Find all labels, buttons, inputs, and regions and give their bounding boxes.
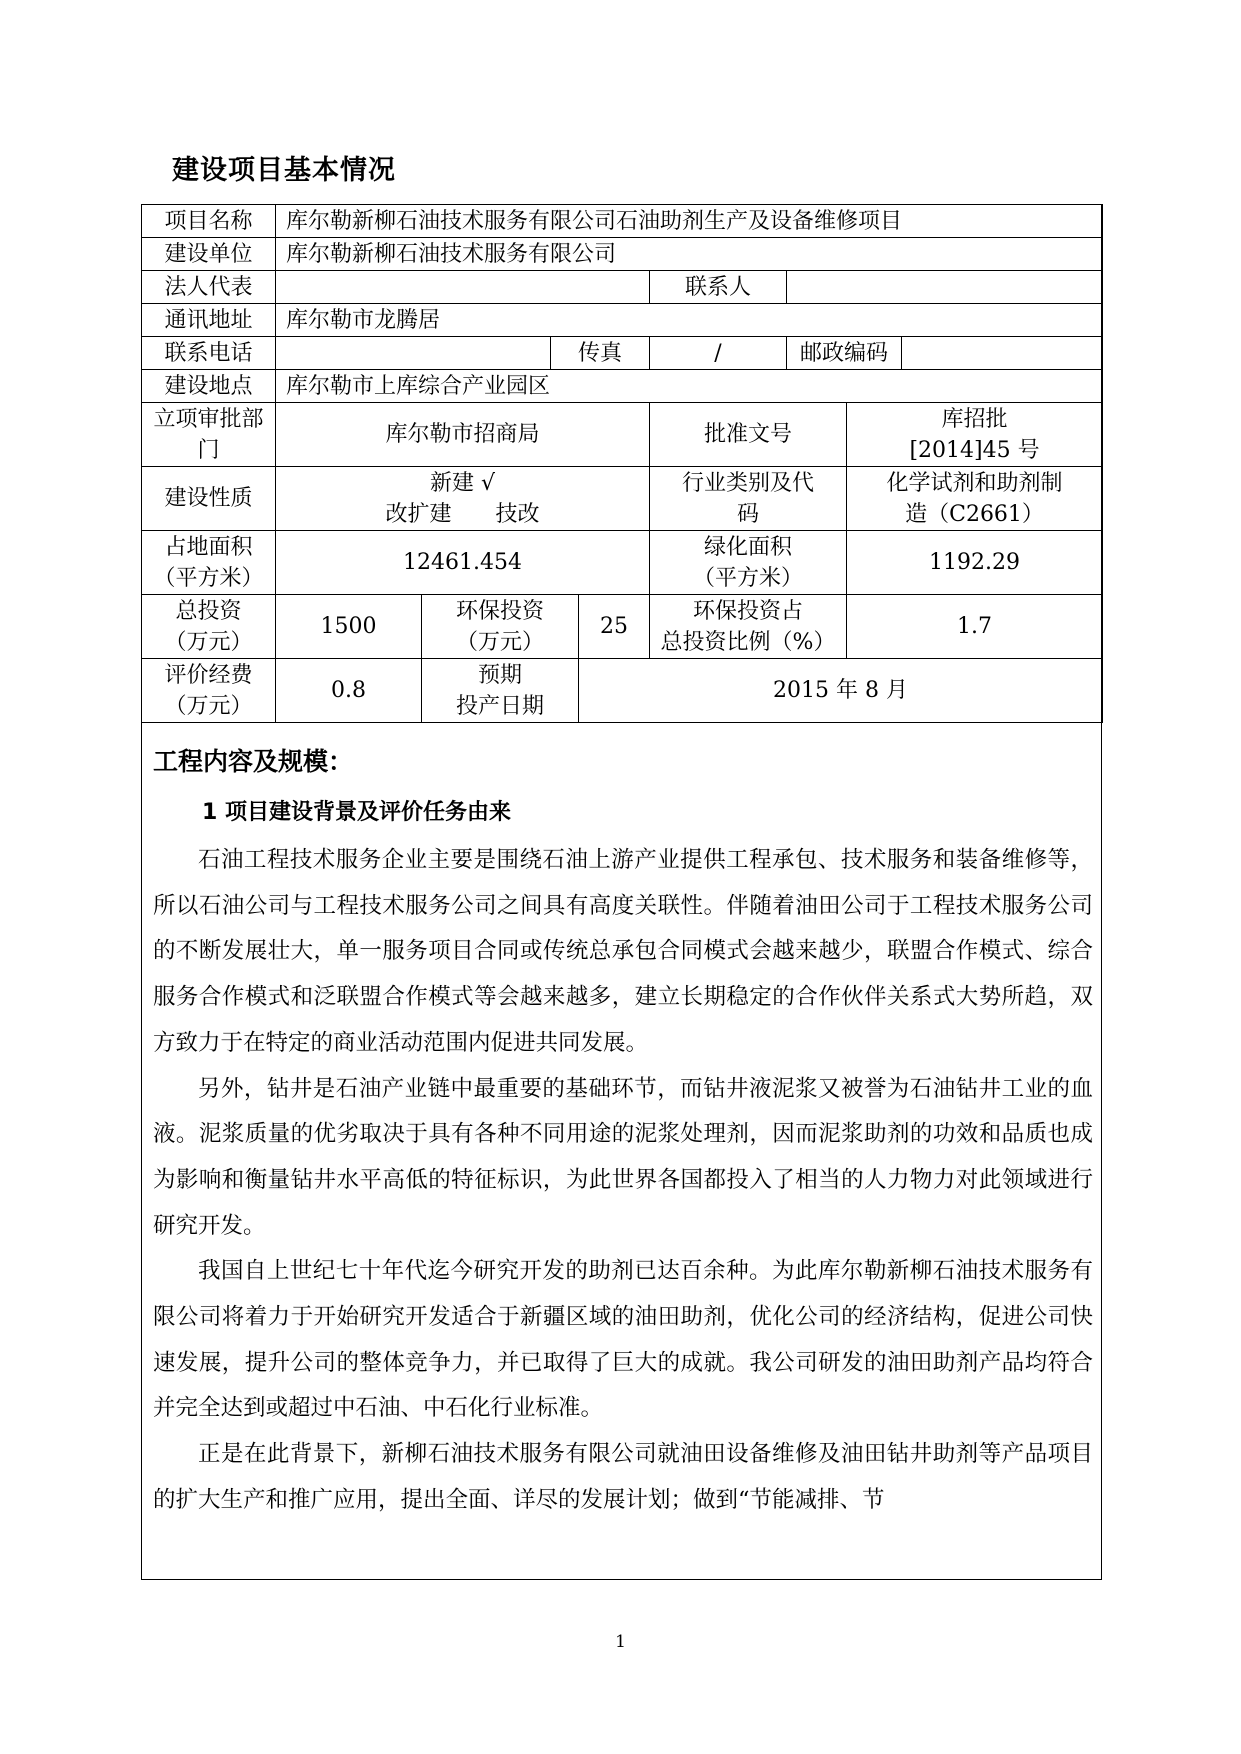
cell-label: 预期 投产日期: [422, 659, 579, 723]
cell-value: 1192.29: [847, 531, 1103, 595]
cell-value: [902, 337, 1103, 370]
table-row: [142, 467, 1103, 531]
cell-value: 1.7: [847, 595, 1103, 659]
cell-value: 库尔勒新柳石油技术服务有限公司: [276, 238, 1103, 271]
cell-value: 12461.454: [276, 531, 650, 595]
page-title: 建设项目基本情况: [172, 155, 396, 186]
paragraph: 石油工程技术服务企业主要是围绕石油上游产业提供工程承包、技术服务和装备维修等，所以石油公司与工程技术服务公司之间具有高度关联性。伴随着油田公司于工程技术服务公司的不断发展壮大，单一服务项目合同或传统总承包合同模式会越来越少，联盟合作模式、综合服务合作模式和泛联盟合作模式等会越来越多，建立长期稳定的合作伙伴关系式大势所趋，双方致力于在特定的商业活动范围内促进共同发展。: [153, 847, 1093, 1056]
paragraph: 正是在此背景下，新柳石油技术服务有限公司就油田设备维修及油田钻井助剂等产品项目的扩大生产和推广应用，提出全面、详尽的发展计划；做到“节能减排、节: [153, 1441, 1093, 1513]
cell-label: 通讯地址: [142, 304, 276, 337]
cell-label: 联系人: [650, 271, 787, 304]
cell-label: 建设性质: [142, 467, 276, 531]
cell-value: /: [650, 337, 787, 370]
table-row: [142, 271, 1103, 304]
cell-value: [787, 271, 1103, 304]
table-row: [142, 531, 1103, 595]
cell-value: 25: [579, 595, 650, 659]
cell-value: 库招批 [2014]45 号: [847, 403, 1103, 467]
paragraph: 我国自上世纪七十年代迄今研究开发的助剂已达百余种。为此库尔勒新柳石油技术服务有限公司将着力于开始研究开发适合于新疆区域的油田助剂，优化公司的经济结构，促进公司快速发展，提升公司的整体竞争力，并已取得了巨大的成就。我公司研发的油田助剂产品均符合并完全达到或超过中石油、中石化行业标准。: [153, 1258, 1093, 1422]
subsection-title: 1 项目建设背景及评价任务由来: [202, 800, 511, 825]
cell-label: 行业类别及代 码: [650, 467, 847, 531]
cell-label: 建设单位: [142, 238, 276, 271]
cell-value: 化学试剂和助剂制 造（C2661）: [847, 467, 1103, 531]
cell-label: 总投资 （万元）: [142, 595, 276, 659]
table-row: [142, 659, 1103, 723]
table-row: [142, 304, 1103, 337]
cell-value: 0.8: [276, 659, 422, 723]
section-title: 工程内容及规模：: [153, 747, 354, 776]
cell-value: 2015 年 8 月: [579, 659, 1103, 723]
cell-label: 传真: [551, 337, 650, 370]
cell-value: [276, 337, 551, 370]
cell-label: 建设地点: [142, 370, 276, 403]
cell-label: 环保投资占 总投资比例（%）: [650, 595, 847, 659]
project-info-table: [141, 204, 1103, 723]
table-row: [142, 337, 1103, 370]
cell-label: 环保投资 （万元）: [422, 595, 579, 659]
table-row: [142, 238, 1103, 271]
cell-label: 联系电话: [142, 337, 276, 370]
cell-label: 法人代表: [142, 271, 276, 304]
table-row: [142, 370, 1103, 403]
cell-label: 邮政编码: [787, 337, 902, 370]
cell-label: 批准文号: [650, 403, 847, 467]
table-row: [142, 595, 1103, 659]
cell-value: 库尔勒市上库综合产业园区: [276, 370, 1103, 403]
cell-value: 1500: [276, 595, 422, 659]
cell-value: 新建 √ 改扩建 技改: [276, 467, 650, 531]
cell-label: 项目名称: [142, 205, 276, 238]
cell-label: 绿化面积 （平方米）: [650, 531, 847, 595]
cell-value: [276, 271, 650, 304]
page-number: 1: [615, 1632, 626, 1652]
body-text: [153, 838, 1093, 1524]
paragraph: 另外，钻井是石油产业链中最重要的基础环节，而钻井液泥浆又被誉为石油钻井工业的血液。泥浆质量的优劣取决于具有各种不同用途的泥浆处理剂，因而泥浆助剂的功效和品质也成为影响和衡量钻井水平高低的特征标识，为此世界各国都投入了相当的人力物力对此领域进行研究开发。: [153, 1075, 1093, 1239]
table-row: [142, 403, 1103, 467]
cell-value: 库尔勒市龙腾居: [276, 304, 1103, 337]
table-row: [142, 205, 1103, 238]
cell-value: 库尔勒市招商局: [276, 403, 650, 467]
cell-label: 占地面积 （平方米）: [142, 531, 276, 595]
cell-value: 库尔勒新柳石油技术服务有限公司石油助剂生产及设备维修项目: [276, 205, 1103, 238]
cell-label: 评价经费 （万元）: [142, 659, 276, 723]
cell-label: 立项审批部 门: [142, 403, 276, 467]
